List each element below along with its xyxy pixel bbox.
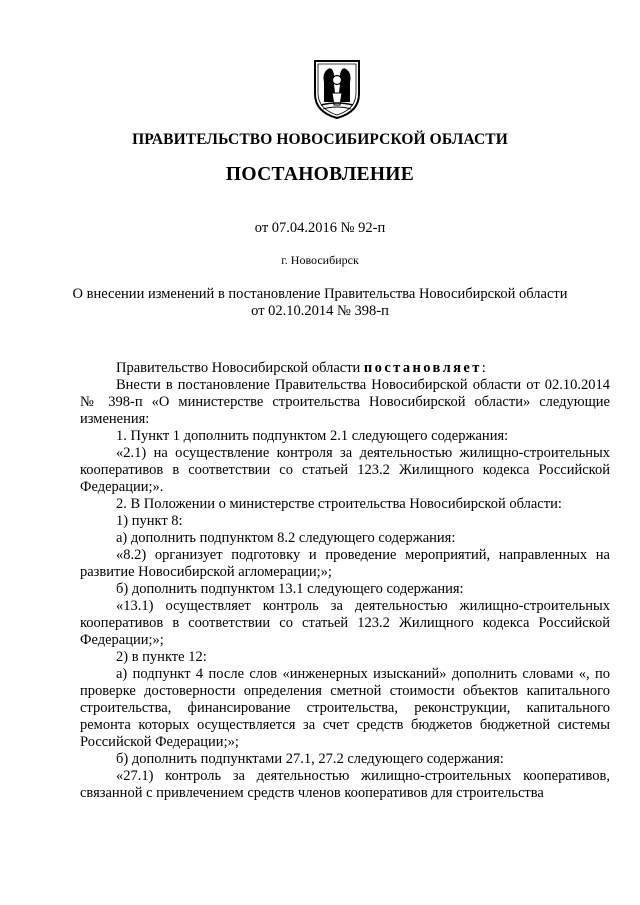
organization-name: ПРАВИТЕЛЬСТВО НОВОСИБИРСКОЙ ОБЛАСТИ — [132, 131, 508, 148]
intro-text: Правительство Новосибирской области — [116, 360, 364, 376]
novosibirsk-coat-of-arms-icon — [312, 58, 362, 120]
body-paragraph: 2) в пункте 12: — [116, 649, 207, 665]
body-paragraph: Внести в постановление Правительства Новосибирской области от 02.10.2014 № 398-п «О министерстве строительства Новосибирской области» следующие изменения: — [80, 377, 610, 427]
city-name: г. Новосибирск — [281, 253, 359, 267]
body-paragraph: «8.2) организует подготовку и проведение мероприятий, направленных на развитие Новосибирской агломерации;»; — [80, 547, 610, 580]
body-paragraph: «27.1) контроль за деятельностью жилищно-строительных кооперативов, связанной с привлечением средств членов кооперативов для строительства — [80, 768, 610, 801]
subject-line-1: О внесении изменений в постановление Правительства Новосибирской области — [72, 286, 568, 302]
body-paragraph: а) подпункт 4 после слов «инженерных изысканий» дополнить словами «, по проверке достоверности определения сметной стоимости объектов капитального строительства, финансирование строительства, реконструкции, капитального ремонта которых осуществляется за счет средств бюджетов бюджетной системы Российской Федерации;»; — [80, 666, 610, 750]
intro-end: : — [481, 360, 486, 376]
subject-line-2: от 02.10.2014 № 398-п — [251, 303, 389, 319]
body-paragraph: 1. Пункт 1 дополнить подпунктом 2.1 следующего содержания: — [116, 428, 509, 444]
document-body — [80, 360, 610, 802]
document-type-title: ПОСТАНОВЛЕНИЕ — [225, 164, 415, 185]
body-paragraph: б) дополнить подпунктами 27.1, 27.2 следующего содержания: — [116, 751, 504, 767]
body-paragraph: «2.1) на осуществление контроля за деятельностью жилищно-строительных кооперативов в соответствии со статьей 123.2 Жилищного кодекса Российской Федерации;». — [80, 445, 610, 495]
intro-verb: постановляет — [363, 360, 482, 376]
body-paragraph: а) дополнить подпунктом 8.2 следующего содержания: — [116, 530, 456, 546]
document-subject — [60, 286, 580, 320]
body-paragraph: «13.1) осуществляет контроль за деятельностью жилищно-строительных кооперативов в соответствии со статьей 123.2 Жилищного кодекса Российской Федерации;»; — [80, 598, 610, 648]
body-paragraph: 2. В Положении о министерстве строительства Новосибирской области: — [116, 496, 562, 512]
document-date-number: от 07.04.2016 № 92-п — [254, 220, 386, 236]
body-paragraph: 1) пункт 8: — [116, 513, 183, 529]
body-paragraph: б) дополнить подпунктом 13.1 следующего содержания: — [116, 581, 464, 597]
intro-paragraph — [80, 360, 610, 377]
